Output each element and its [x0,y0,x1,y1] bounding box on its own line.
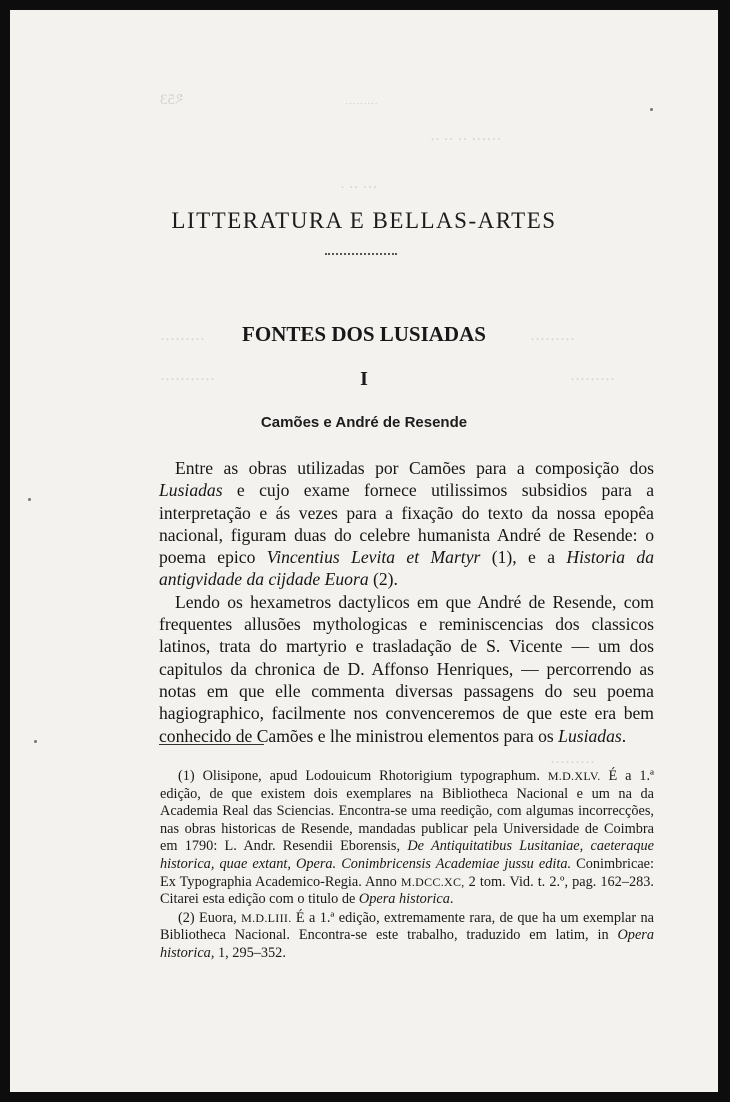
paper-speck-2 [34,740,37,743]
fn1-year-2: M.DCC.XC, [400,874,465,889]
footnote-2 [160,910,654,963]
p1-title-vincentius: Vincentius Levita et Martyr [266,547,481,568]
paper-speck-1 [28,498,31,501]
fn2-text-c: É a 1.ª edição, extremamente rara, de que ha um exemplar na Bibliotheca Nacional. Encontra-se este trabalho, traduzido em latim, in [160,909,654,944]
fn1-text-c: É a 1.ª edição, de que existem dois exemplares na Bibliotheca Nacional e um na da Academia Real das Sciencias. Encontra-se uma reedição, com algumas incorrecções, nas obras historicas de Resende, mandadas publicar pela Universidade de Coimbra em 1790: L. Andr. Resendii Eborensis, [160,768,654,855]
part-number: I [360,368,368,390]
paper-speck-3 [650,108,653,111]
paragraph-2 [159,591,654,747]
fn2-opera-historica: Opera historica, [160,927,654,961]
p2-title-lusiadas: Lusiadas [558,725,622,746]
article-title: FONTES DOS LUSIADAS [242,322,486,346]
fn1-text-a: (1) Olisipone, apud Lodouicum Rhotorigium typographum. [178,768,548,784]
footnote-rule [159,744,264,745]
fn2-text-e: 1, 295–352. [214,944,286,961]
p2-text-a: Lendo os hexametros dactylicos em que André de Resende, com frequentes allusões mythologicas e reminiscencias dos classicos latinos, trata do martyrio e trasladação de S. Vicente — um dos capitulos da chronica de D. Affonso Henriques, — percorrendo as notas em que elle commenta diversas passagens do seu poema hagiographico, facilmente nos convenceremos de que este era bem conhecido de Camões e lhe ministrou elementos para os [159,591,654,746]
bleed-through-6: ········· [530,332,575,348]
footnotes [160,768,654,963]
fn1-title-latin: De Antiquitatibus Lusitaniae, caeteraque historica, quae extant, Opera. Conimbricensis Academiae jussu edita. [160,838,654,872]
section-title: LITTERATURA E BELLAS-ARTES [171,208,557,233]
fn1-text-e: Conimbricae: Ex Typographia Academico-Regia. Anno [160,855,654,890]
fn2-year: M.D.LIII. [241,910,292,925]
paragraph-1 [159,457,654,591]
body-text [159,457,654,747]
bleed-through-9: ········· [550,755,595,771]
bleed-through-7: ··········· [160,372,215,388]
bleed-through-8: ········· [570,372,615,388]
title-ornament [325,248,397,255]
p1-text-c: e cujo exame fornece utilissimos subsidios para a interpretação e ás vezes para a fixação do texto da nossa epopêa nacional, figuram duas do celebre humanista André de Resende: o poema epico [159,480,654,568]
footnote-1 [160,768,654,909]
bleed-through-2: ········· [345,98,378,110]
book-page [10,10,718,1092]
p1-title-lusiadas: Lusiadas [159,480,223,501]
bleed-through-1: ঽ53 [160,92,184,108]
bleed-through-4: · ·· ··· [340,180,378,196]
fn1-text-i: . [449,891,454,908]
p1-title-historia: Historia da antigvidade da cijdade Euora [159,547,655,590]
fn1-opera-historica: Opera historica [358,891,450,908]
fn1-year-1: M.D.XLV. [547,769,601,783]
p1-text-a: Entre as obras utilizadas por Camões para a composição dos [175,458,654,478]
bleed-through-3: ·· ·· ·· ······ [430,132,502,148]
bleed-through-5: ········· [160,332,205,348]
chapter-subtitle: Camões e André de Resende [260,414,468,431]
p1-text-e: (1), e a [480,547,567,568]
fn1-text-g: 2 tom. Vid. t. 2.º, pag. 162–283. Citarei esta edição com o titulo de [160,873,654,908]
p1-text-g: (2). [368,569,398,590]
p2-text-c: . [621,725,627,746]
fn2-text-a: (2) Euora, [178,909,242,926]
